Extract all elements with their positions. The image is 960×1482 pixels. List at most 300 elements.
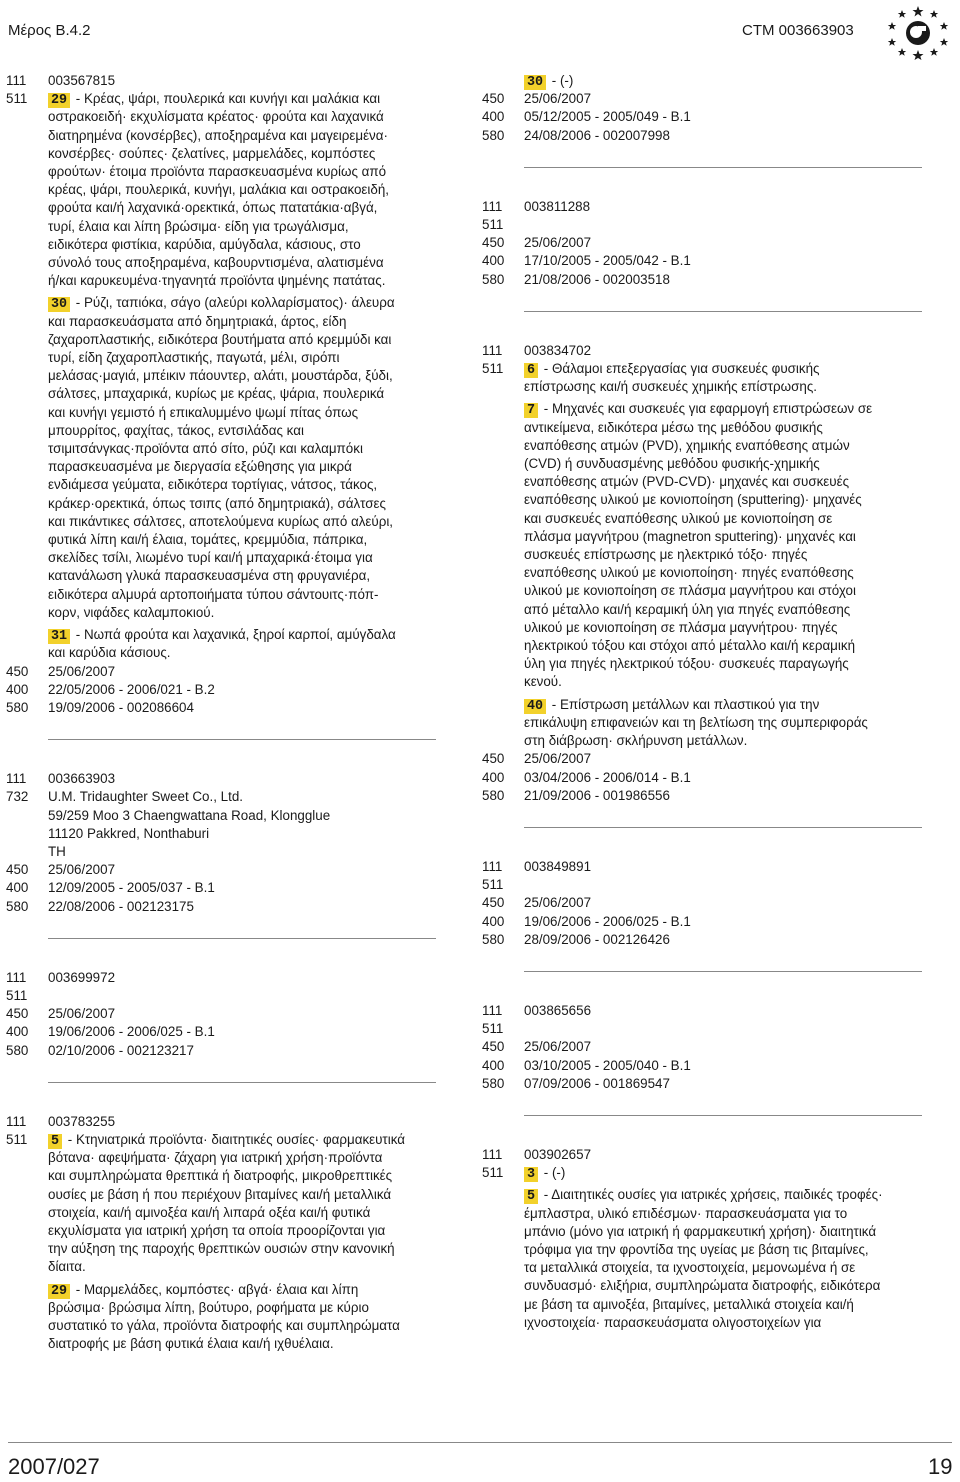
page-header (0, 0, 960, 60)
line-text: αντικείμενα, ειδικότερα μέσω της μεθόδου φυσικής (524, 419, 823, 435)
record-separator (524, 827, 922, 828)
line-text: - (-) (548, 73, 574, 88)
field-text (524, 787, 922, 805)
bulletin-issue: 2007/027 (8, 1454, 100, 1479)
text-line (524, 769, 922, 787)
field-code: 511 (482, 1165, 504, 1181)
line-text: και καρύδια κάσιους. (48, 645, 171, 661)
field-value (524, 894, 922, 912)
field-value (524, 858, 922, 876)
text-line (524, 455, 922, 473)
text-line (48, 788, 436, 806)
field-row (482, 1146, 922, 1164)
field-value (524, 108, 922, 126)
trademark-record (6, 969, 436, 1060)
text-line (524, 750, 922, 768)
field-text (48, 987, 436, 1005)
field-code: 450 (482, 1039, 505, 1055)
trademark-record (482, 858, 922, 949)
field-row (482, 108, 922, 126)
line-text: 003783255 (48, 1113, 116, 1129)
line-text: 25/06/2007 (48, 663, 116, 679)
field-text (48, 879, 436, 897)
field-value (524, 931, 922, 949)
line-text: εναπόθεσης ατμών (PVD), χημικής εναπόθεσης ατμών (524, 437, 850, 453)
field-text (524, 198, 922, 216)
text-line (48, 1167, 436, 1185)
text-line (48, 1258, 436, 1276)
line-text: σάλτσες, μπαχαρικά, κυρίως με κρέας, ψάρια, πουλερικά (48, 386, 385, 402)
text-line (524, 127, 922, 145)
field-text (48, 1023, 436, 1041)
field-row (6, 1023, 436, 1041)
field-value (524, 876, 922, 894)
nice-class-badge: 7 (524, 403, 538, 418)
field-code: 111 (482, 342, 503, 358)
field-text (524, 1020, 922, 1038)
field-code: 580 (6, 699, 29, 715)
field-row (6, 1042, 436, 1060)
record-separator (524, 971, 922, 972)
field-value (524, 1075, 922, 1093)
line-text: σκελίδες τσίλι, λιωμένο τυρί και/ή μπαχαρικά·έτοιμα για (48, 550, 373, 566)
field-row (6, 72, 436, 90)
field-text (524, 90, 922, 108)
field-value (524, 234, 922, 252)
field-text (48, 788, 436, 861)
field-code: 400 (6, 880, 29, 896)
field-row (482, 1057, 922, 1075)
line-text: βότανα· αφεψήματα· ζάχαρη για ιατρική χρήση·προϊόντα (48, 1150, 383, 1166)
line-text: 25/06/2007 (524, 751, 592, 767)
field-text (524, 858, 922, 876)
class-description (524, 1186, 922, 1332)
field-value (48, 663, 436, 681)
nice-class-badge: 29 (48, 93, 70, 108)
field-text (48, 1113, 436, 1131)
field-text (524, 271, 922, 289)
text-line (48, 1335, 436, 1353)
field-row (6, 1005, 436, 1023)
line-text: 003699972 (48, 969, 116, 985)
class-description (48, 90, 436, 290)
text-line (48, 644, 436, 662)
record-separator (524, 1115, 922, 1116)
text-line (48, 825, 436, 843)
record-separator (524, 311, 922, 312)
field-row (482, 876, 922, 894)
line-text: - Μηχανές και συσκευές για εφαρμογή επιστρώσεων σε (540, 401, 873, 417)
text-line (524, 378, 922, 396)
text-line (48, 476, 436, 494)
line-text: ουσίες με βάση ή που περιέχουν βιταμίνες και/ή μεταλλικά (48, 1186, 392, 1202)
field-code: 111 (482, 1146, 503, 1162)
line-text: σύνολό τους αποξηραμένα, καβουρντισμένα, αλατισμένα (48, 255, 384, 271)
trademark-record (482, 1002, 922, 1093)
line-text: 003834702 (524, 342, 592, 358)
field-row (482, 931, 922, 949)
text-line (48, 1281, 436, 1299)
text-line (524, 510, 922, 528)
field-code: 111 (6, 969, 27, 985)
field-text (524, 1057, 922, 1075)
text-line (524, 360, 922, 378)
field-row (482, 750, 922, 768)
field-row (6, 879, 436, 897)
line-text: τσιμιτσάνγκας·προϊόντα από σίτο, ρύζι και καλαμπόκι (48, 441, 363, 457)
text-line (524, 894, 922, 912)
line-text: στοιχεία, και/ή αμινοξέα και/ή λιπαρά οξέα και/ή φυτικά (48, 1204, 371, 1220)
line-text: 19/06/2006 - 2006/025 - B.1 (48, 1024, 215, 1040)
line-text: TH (48, 843, 66, 859)
field-row (6, 987, 436, 1005)
field-row (482, 198, 922, 216)
nice-class-badge: 6 (524, 363, 538, 378)
line-text: εκχυλίσματα για ιατρική χρήση τα οποία προορίζονται για (48, 1222, 386, 1238)
text-line (48, 1186, 436, 1204)
text-line (524, 1259, 922, 1277)
line-text: ηλεκτρικού τόξου και στόχοι από μέταλλο και/ή κεραμική (524, 638, 856, 654)
line-text: και συμπληρώματα θρεπτικά ή διατροφής, μικροθρεπτικές (48, 1168, 393, 1184)
field-code: 580 (482, 127, 505, 143)
field-value (48, 898, 436, 916)
text-line (48, 254, 436, 272)
line-text: κονσέρβες· σούπες· ζελατίνες, μαρμελάδες, κομπόστες (48, 145, 376, 161)
field-text (524, 769, 922, 787)
text-line (48, 181, 436, 199)
text-line (48, 272, 436, 290)
field-row (482, 216, 922, 234)
line-text: 003811288 (524, 198, 591, 214)
field-row (482, 127, 922, 145)
class-description (48, 1281, 436, 1354)
class-description (524, 72, 922, 90)
nice-class-badge: 29 (48, 1284, 70, 1299)
trademark-record (6, 72, 436, 717)
field-value (524, 1002, 922, 1020)
record-separator (524, 167, 922, 168)
line-text: 25/06/2007 (48, 1006, 116, 1022)
field-value (48, 770, 436, 788)
line-text: ύλη για πηγές ηλεκτρικού τόξου· συσκευές παραγωγής (524, 656, 849, 672)
field-code: 400 (6, 681, 29, 697)
field-code: 400 (482, 109, 505, 125)
line-text: (CVD) ή συνδυασμένης μεθόδου φυσικής-χημικής (524, 456, 820, 472)
field-code: 450 (482, 91, 505, 107)
text-line (48, 163, 436, 181)
field-row (482, 1002, 922, 1020)
field-text (48, 681, 436, 699)
line-text: στη διάβρωση· σκλήρυνση μετάλλων. (524, 733, 748, 749)
line-text: τα μεταλλικά στοιχεία, τα ιχνοστοιχεία, μεμονωμένα ή σε (524, 1260, 856, 1276)
text-line (524, 1277, 922, 1295)
text-line (48, 404, 436, 422)
class-description (48, 1131, 436, 1277)
field-value (48, 861, 436, 879)
field-row (6, 788, 436, 861)
field-row (6, 1131, 436, 1353)
text-line (48, 1222, 436, 1240)
text-line (48, 604, 436, 622)
field-row (6, 663, 436, 681)
field-value (48, 699, 436, 717)
section-label: Μέρος Β.4.2 (8, 22, 91, 39)
field-code: 450 (482, 895, 505, 911)
left-column (6, 72, 436, 1353)
line-text: 59/259 Moo 3 Chaengwattana Road, Klongglue (48, 807, 331, 823)
text-line (524, 528, 922, 546)
field-code: 111 (6, 73, 27, 88)
text-line (48, 663, 436, 681)
class-description (48, 626, 436, 662)
trademark-record (482, 72, 922, 145)
line-text: 003567815 (48, 73, 116, 88)
page-number: 19 (928, 1454, 953, 1479)
line-text: 22/05/2006 - 2006/021 - B.2 (48, 681, 215, 697)
text-line (48, 313, 436, 331)
line-text: εναπόθεσης ατμών (PVD-CVD)· μηχανές και συσκευές (524, 474, 850, 490)
class-description (48, 294, 436, 622)
text-line (48, 1204, 436, 1222)
field-code: 111 (482, 1002, 503, 1018)
text-line (524, 419, 922, 437)
line-text: - Ρύζι, ταπιόκα, σάγο (αλεύρι κολλαρίσματος)· άλευρα (72, 295, 395, 311)
nice-class-badge: 5 (48, 1134, 62, 1149)
line-text: μελάσας·μαγιά, μπέικιν πάουντερ, αλάτι, μουστάρδα, ξύδι, (48, 368, 393, 384)
text-line (524, 252, 922, 270)
field-code: 111 (6, 771, 27, 787)
text-line (48, 770, 436, 788)
text-line (48, 108, 436, 126)
line-text: τυρί, είδη ζαχαροπλαστικής, παγωτά, μέλι, σιρόπι (48, 350, 340, 366)
line-text: φυτικά λίπη και/ή έλαια, τομάτες, κρεμμύδια, πάπρικα, (48, 532, 368, 548)
field-code (482, 72, 524, 90)
field-text (524, 894, 922, 912)
field-value (48, 1023, 436, 1041)
text-line (524, 342, 922, 360)
field-value (524, 1020, 922, 1038)
line-text: υλικού με κονιοποίηση σε πλάσμα μαγνήτρου και στόχοι (524, 583, 856, 599)
text-line (524, 1038, 922, 1056)
line-text: 25/06/2007 (48, 862, 116, 878)
text-line (48, 458, 436, 476)
field-code: 450 (6, 862, 29, 878)
line-text: 19/09/2006 - 002086604 (48, 699, 194, 715)
field-text (48, 1042, 436, 1060)
line-text: δίαιτα. (48, 1259, 86, 1275)
text-line (524, 913, 922, 931)
field-text (524, 1146, 922, 1164)
field-value (48, 72, 436, 90)
field-code: 580 (482, 787, 505, 803)
field-value (524, 750, 922, 768)
text-line (524, 437, 922, 455)
line-text: - Κτηνιατρικά προϊόντα· διαιτητικές ουσίες· φαρμακευτικά (64, 1131, 405, 1147)
line-text: 003663903 (48, 771, 116, 787)
field-text (524, 1038, 922, 1056)
field-code: 511 (6, 91, 28, 107)
field-code: 732 (6, 789, 29, 805)
line-text: 25/06/2007 (524, 1039, 592, 1055)
text-line (524, 931, 922, 949)
line-text: - Μαρμελάδες, κομπόστες· αβγά· έλαια και λίπη (72, 1281, 359, 1297)
nice-class-badge: 30 (524, 75, 546, 90)
line-text: 02/10/2006 - 002123217 (48, 1042, 194, 1058)
text-line (48, 861, 436, 879)
field-text (524, 1075, 922, 1093)
text-line (524, 732, 922, 750)
text-line (48, 807, 436, 825)
text-line (48, 969, 436, 987)
field-row (6, 770, 436, 788)
line-text: - Νωπά φρούτα και λαχανικά, ξηροί καρποί, αμύγδαλα (72, 627, 396, 643)
field-code: 511 (6, 987, 28, 1003)
line-text: 24/08/2006 - 002007998 (524, 127, 670, 143)
line-text: και συσκευές εναπόθεσης υλικού με κονιοποίηση σε (524, 510, 833, 526)
text-line (48, 531, 436, 549)
line-text: εναπόθεσης υλικού με κονιοποίηση· πηγές εναπόθεσης (524, 565, 854, 581)
text-line (48, 898, 436, 916)
field-value (524, 90, 922, 108)
line-text: παρασκευασμένα με διεργασία εξώθησης για μικρά (48, 459, 352, 475)
text-line (48, 385, 436, 403)
field-code: 511 (482, 877, 504, 893)
field-text (524, 234, 922, 252)
field-code: 400 (482, 769, 505, 785)
field-text (48, 898, 436, 916)
field-value (48, 879, 436, 897)
field-code: 400 (482, 253, 505, 269)
text-line (524, 198, 922, 216)
text-line (48, 549, 436, 567)
line-text: κράκερ·ορεκτικά, όπως τσιπς (από δημητριακά), σάλτσες (48, 495, 386, 511)
text-line (48, 1131, 436, 1149)
line-text: φρούτα και/ή λαχανικά·ορεκτικά, όπως πατατάκια·αβγά, (48, 200, 378, 216)
field-code: 511 (482, 1021, 504, 1037)
field-value (524, 127, 922, 145)
field-row (6, 861, 436, 879)
trademark-record (6, 1113, 436, 1354)
text-line (524, 1164, 922, 1182)
field-value (524, 360, 922, 750)
line-text: - Κρέας, ψάρι, πουλερικά και κυνήγι και μαλάκια και (72, 91, 381, 107)
text-line (524, 491, 922, 509)
field-value (48, 987, 436, 1005)
field-row (482, 769, 922, 787)
field-row (482, 894, 922, 912)
line-text: 003865656 (524, 1002, 592, 1018)
field-value (48, 969, 436, 987)
field-text (48, 861, 436, 879)
field-row (482, 252, 922, 270)
line-text: φρούτων· έτοιμα προϊόντα παρασκευασμένα κυρίως από (48, 164, 387, 180)
field-code: 580 (6, 1042, 29, 1058)
text-line (524, 787, 922, 805)
text-line (48, 495, 436, 513)
field-code: 580 (482, 1075, 505, 1091)
line-text: 003902657 (524, 1146, 592, 1162)
line-text: ειδικότερα φιστίκια, καρύδια, αμύγδαλα, κάσιους, στο (48, 236, 361, 252)
text-line (524, 1241, 922, 1259)
line-text: ενδιάμεσα γεύματα, ειδικότερα τορτίγιας, νάτσος, τάκος, (48, 477, 378, 493)
text-line (48, 294, 436, 312)
line-text: και πικάντικες σάλτσες, αποτελούμενα κυρίως από αλεύρι, (48, 513, 394, 529)
field-text (524, 108, 922, 126)
ctm-number: CTM 003663903 (742, 22, 854, 39)
trademark-record (482, 198, 922, 289)
line-text: από μέταλλο και/ή κεραμική ύλη για πηγές εναπόθεσης (524, 601, 851, 617)
line-text: ιχνοστοιχεία· παρασκευάσματα ολιγοστοιχείων για (524, 1314, 822, 1330)
field-text (524, 913, 922, 931)
line-text: κατανάλωση γλυκά παρασκευασμένα στη φρυγανιέρα, (48, 568, 371, 584)
text-line (524, 90, 922, 108)
field-code: 580 (482, 931, 505, 947)
field-row (6, 1113, 436, 1131)
line-text: 11120 Pakkred, Nonthaburi (48, 825, 210, 841)
field-row (482, 342, 922, 360)
field-code: 580 (482, 271, 505, 287)
field-value (524, 787, 922, 805)
line-text: ζαχαροπλαστικής, ειδικότερα βουτήματα από κρεμμύδι και (48, 331, 392, 347)
field-code: 511 (482, 217, 504, 233)
line-text: διατροφής με βάση φυτικά έλαια και/ή ιχθυέλαια. (48, 1336, 334, 1352)
field-value (524, 1146, 922, 1164)
field-row (482, 787, 922, 805)
field-value (524, 1038, 922, 1056)
field-value (524, 913, 922, 931)
text-line (524, 1296, 922, 1314)
line-text: - Διαιτητικές ουσίες για ιατρικές χρήσεις, παιδικές τροφές· (540, 1187, 883, 1203)
line-text: συνδυασμό· ελιξήρια, συμπληρώματα διατροφής, ειδικότερα (524, 1278, 881, 1294)
text-line (48, 1042, 436, 1060)
field-value (524, 216, 922, 234)
field-code: 450 (6, 1006, 29, 1022)
text-line (524, 546, 922, 564)
text-line (48, 586, 436, 604)
field-code: 400 (482, 913, 505, 929)
record-separator (48, 938, 436, 939)
field-text (48, 1005, 436, 1023)
field-code: 511 (6, 1131, 28, 1147)
field-row (482, 1020, 922, 1038)
text-line (48, 699, 436, 717)
line-text: με βάση τα αμινοξέα, βιταμίνες, μεταλλικά στοιχεία και/ή (524, 1296, 854, 1312)
text-line (524, 582, 922, 600)
text-line (48, 1299, 436, 1317)
line-text: και παρασκευάσματα από δημητριακά, άρτος, είδη (48, 313, 347, 329)
record-separator (48, 739, 436, 740)
field-code: 111 (482, 198, 503, 214)
class-description (524, 1164, 922, 1182)
text-line (48, 145, 436, 163)
text-line (48, 72, 436, 90)
text-line (524, 1075, 922, 1093)
line-text: μπάνιο (μόνο για ιατρική ή φαρμακευτική χρήση)· διαιτητικά (524, 1223, 877, 1239)
line-text: κρέας, ψάρι, πουλερικά, κυνήγι, μαλάκια και οστρακοειδή, (48, 182, 389, 198)
line-text: 12/09/2005 - 2005/037 - B.1 (48, 880, 215, 896)
field-value (48, 1005, 436, 1023)
text-line (524, 655, 922, 673)
field-text (524, 876, 922, 894)
line-text: επίστρωσης και/ή συσκευές χημικής επίστρωσης. (524, 379, 817, 395)
text-line (524, 1020, 922, 1038)
line-text: 05/12/2005 - 2005/049 - B.1 (524, 109, 691, 125)
field-text (524, 750, 922, 768)
field-code: 450 (482, 235, 505, 251)
field-row (6, 898, 436, 916)
text-line (48, 1023, 436, 1041)
field-value (48, 1131, 436, 1353)
